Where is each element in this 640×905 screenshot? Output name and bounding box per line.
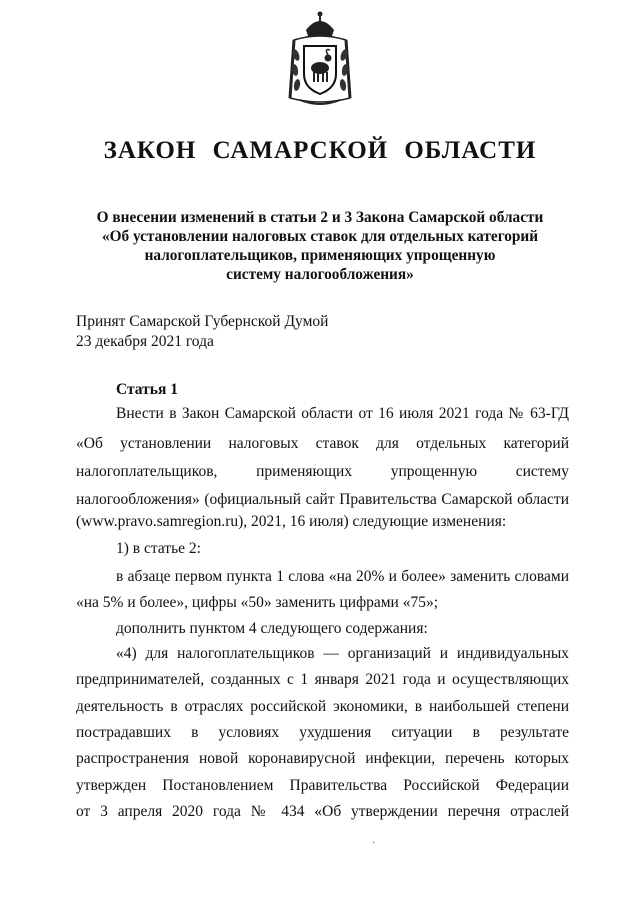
law-subtitle: [70, 208, 570, 284]
body-line: утвержден Постановлением Правительства Российской Федерации: [76, 777, 569, 794]
adopted-by: Принят Самарской Губернской Думой: [76, 313, 329, 330]
body-line: деятельность в отраслях российской экономики, в наибольшей степени: [76, 698, 569, 715]
body-line: Внести в Закон Самарской области от 16 июля 2021 года № 63-ГД: [116, 405, 569, 422]
body-line: от 3 апреля 2020 года № 434 «Об утверждении перечня отраслей: [76, 803, 569, 820]
body-line: в абзаце первом пункта 1 слова «на 20% и более» заменить словами: [116, 568, 569, 585]
subtitle-line: систему налогообложения»: [226, 266, 414, 283]
body-line: дополнить пунктом 4 следующего содержания:: [116, 620, 428, 637]
adoption-note: [76, 312, 328, 352]
law-title: ЗАКОН САМАРСКОЙ ОБЛАСТИ: [103, 137, 537, 164]
body-line: (www.pravo.samregion.ru), 2021, 16 июля) следующие изменения:: [76, 513, 507, 530]
body-line: «на 5% и более», цифры «50» заменить цифрами «75»;: [76, 594, 439, 611]
body-line: предпринимателей, созданных с 1 января 2021 года и осуществляющих: [76, 671, 569, 688]
body-line: «Об установлении налоговых ставок для отдельных категорий: [76, 435, 569, 452]
body-line: пострадавших в условиях ухудшения ситуации в результате: [76, 724, 569, 741]
samara-coat-of-arms-icon: [286, 10, 354, 110]
body-line: налогообложения» (официальный сайт Правительства Самарской области: [76, 491, 569, 508]
subtitle-line: «Об установлении налоговых ставок для отдельных категорий: [101, 228, 539, 245]
body-line: 1) в статье 2:: [116, 540, 201, 557]
subtitle-line: налогоплательщиков, применяющих упрощенную: [144, 247, 496, 264]
scan-mark: ·: [372, 838, 376, 849]
article-heading: Статья 1: [116, 381, 178, 398]
subtitle-line: О внесении изменений в статьи 2 и 3 Закона Самарской области: [96, 209, 544, 226]
body-line: налогоплательщиков, применяющих упрощенную систему: [76, 463, 569, 480]
body-line: «4) для налогоплательщиков — организаций и индивидуальных: [116, 645, 569, 662]
body-line: распространения новой коронавирусной инфекции, перечень которых: [76, 750, 569, 767]
adoption-date: 23 декабря 2021 года: [76, 333, 214, 350]
